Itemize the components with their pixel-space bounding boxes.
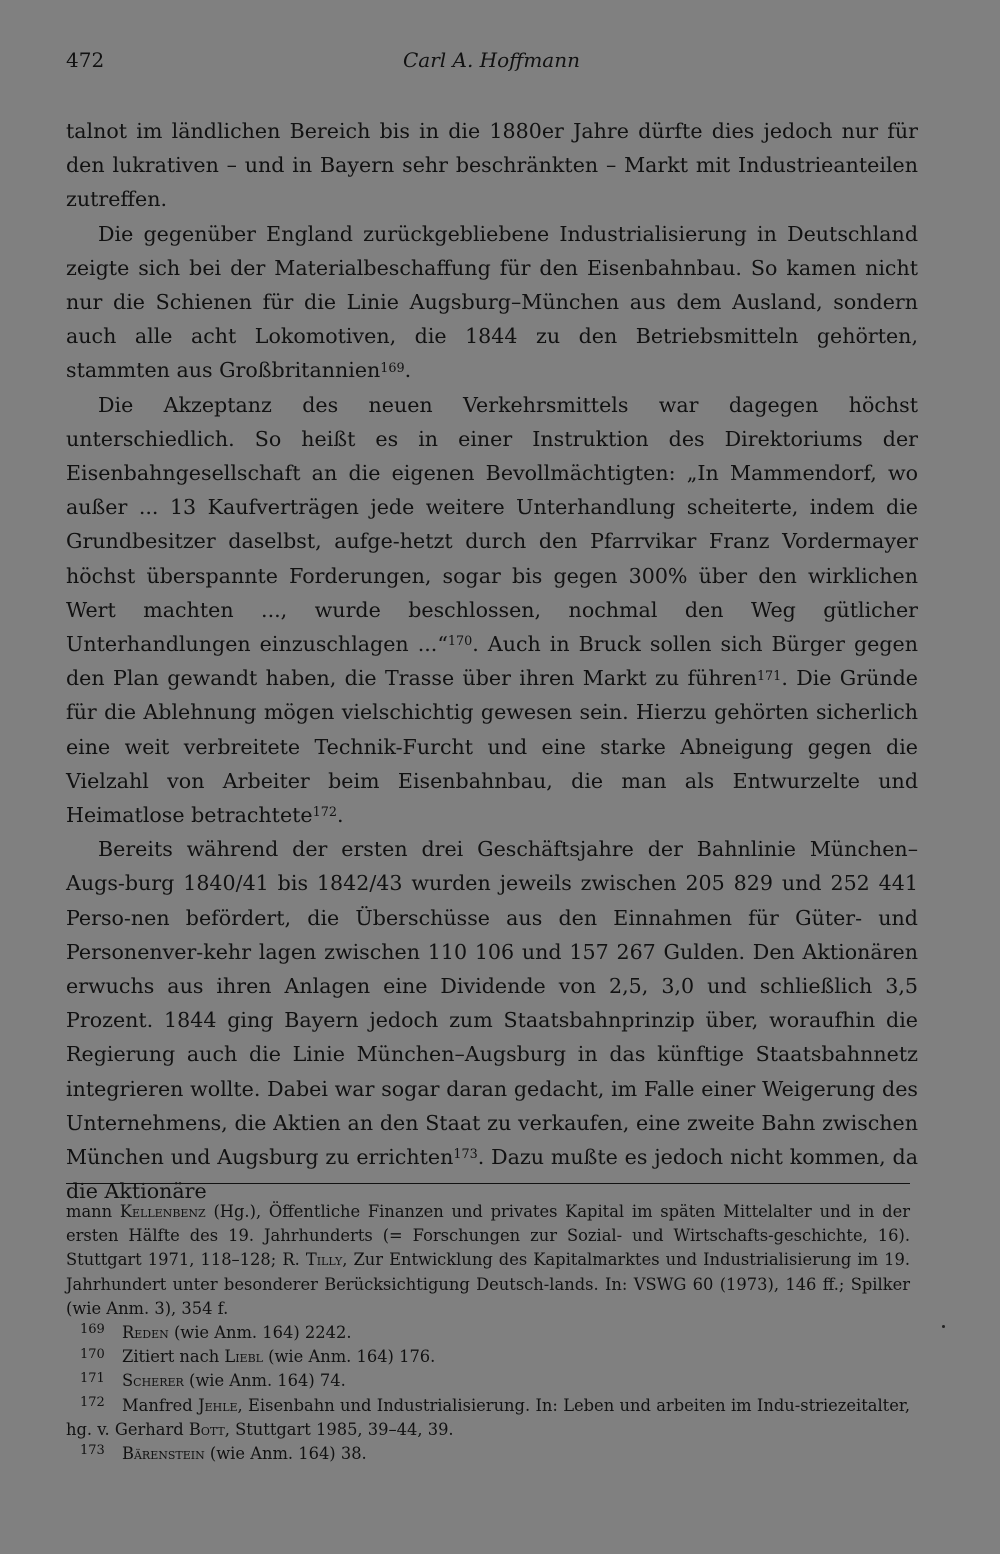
author-liebl: Liebl [224, 1347, 263, 1367]
author-tilly: Tilly [305, 1250, 343, 1270]
footnote-text: (wie Anm. 164) 176. [262, 1347, 436, 1367]
footnote-171 [66, 1369, 910, 1393]
footnote-text: Manfred [122, 1395, 199, 1415]
footnote-169 [66, 1321, 910, 1345]
footnote-173 [66, 1442, 910, 1466]
footnote-rule [66, 1183, 910, 1184]
running-title: Carl A. Hoffmann [402, 48, 580, 72]
footnote-cont-text-1: mann [66, 1202, 120, 1221]
footnote-170 [66, 1345, 910, 1369]
footnote-text: , Eisenbahn und Industrialisierung. In: Leben und arbeiten im Indu-striezeitalter, hg. v. Gerhard [66, 1395, 911, 1439]
footnote-number: 169 [80, 1322, 105, 1338]
editor-bott: Bott [188, 1419, 225, 1439]
paragraph-1: talnot im ländlichen Bereich bis in die 1880er Jahre dürfte dies jedoch nur für den lukrativen – und in Bayern sehr beschränkten – Markt mit Industrieanteilen zutreffen. [66, 119, 918, 212]
paragraph-3-text-a: Die Akzeptanz des neuen Verkehrsmittels war dagegen höchst unterschiedlich. So heißt es in einer Instruktion des Direktoriums der Eisenbahngesellschaft an die eigenen Bevollmächtigten: „In Mammendorf, wo außer ... 13 Kaufverträgen jede weitere Unterhandlung scheiterte, indem die Grundbesitzer daselbst, aufge-hetzt durch den Pfarrvikar Franz Vordermayer höchst überspannte Forderungen, sogar bis gegen 300% über den wirklichen Wert machten ..., wurde beschlossen, nochmal den Weg gütlicher Unterhandlungen einzuschlagen ...“ [66, 392, 918, 657]
paragraph-3-end: . [336, 803, 344, 828]
paragraph-4-text-b: . Dazu mußte es jedoch nicht kommen, da die Aktionäre [66, 1145, 918, 1204]
author-reden: Reden [122, 1323, 169, 1343]
author-baerenstein: Bärenstein [122, 1444, 205, 1464]
paragraph-2-text: Die gegenüber England zurückgebliebene Industrialisierung in Deutschland zeigte sich bei der Materialbeschaffung für den Eisenbahnbau. So kamen nicht nur die Schienen für die Linie Augsburg–München aus dem Ausland, sondern auch alle acht Lokomotiven, die 1844 zu den Betriebsmitteln gehörten, stammten aus Großbritannien [66, 221, 918, 383]
footnote-172 [66, 1394, 910, 1442]
author-kellenbenz: Kellenbenz [119, 1202, 206, 1221]
main-text [66, 114, 918, 1209]
page-header [66, 48, 917, 78]
footnote-continuation [66, 1200, 910, 1321]
scan-speck [942, 1325, 945, 1328]
author-jehle: Jehle [198, 1395, 238, 1415]
footnote-ref-173: 173 [453, 1147, 478, 1163]
footnote-text: , Stuttgart 1985, 39–44, 39. [224, 1419, 454, 1439]
author-scherer: Scherer [122, 1371, 184, 1391]
paragraph-3-text-c: . Die Gründe für die Ablehnung mögen vielschichtig gewesen sein. Hierzu gehörten sicherlich eine weit verbreitete Technik-Furcht und eine starke Abneigung gegen die Vielzahl von Arbeiter beim Eisenbahnbau, die man als Entwurzelte und Heimatlose betrachtete [66, 666, 918, 828]
paragraph-2-end: . [404, 358, 412, 383]
footnotes [66, 1200, 910, 1466]
footnote-cont-text-3: , Zur Entwicklung des Kapitalmarktes und Industrialisierung im 19. Jahrhundert unter besonderer Berücksichtigung Deutsch-lands. In: VSWG 60 (1973), 146 ff.; Spilker (wie Anm. 3), 354 f. [66, 1250, 910, 1318]
paragraph-2 [66, 217, 918, 388]
footnote-number: 173 [80, 1443, 105, 1459]
footnote-text: (wie Anm. 164) 74. [183, 1371, 346, 1391]
paragraph-4-text-a: Bereits während der ersten drei Geschäftsjahre der Bahnlinie München–Augs-burg 1840/41 bis 1842/43 wurden jeweils zwischen 205 829 und 252 441 Perso-nen befördert, die Überschüsse aus den Einnahmen für Güter- und Personenver-kehr lagen zwischen 110 106 und 157 267 Gulden. Den Aktionären erwuchs aus ihren Anlagen eine Dividende von 2,5, 3,0 und schließlich 3,5 Prozent. 1844 ging Bayern jedoch zum Staatsbahnprinzip über, woraufhin die Regierung auch die Linie München–Augsburg in das künftige Staatsbahnnetz integrieren wollte. Dabei war sogar daran gedacht, im Falle einer Weigerung des Unternehmens, die Aktien an den Staat zu verkaufen, eine zweite Bahn zwischen München und Augsburg zu errichten [66, 837, 918, 1170]
footnote-number: 171 [80, 1370, 105, 1386]
footnote-cont-text-2: (Hg.), Öffentliche Finanzen und privates Kapital im späten Mittelalter und in der ersten Hälfte des 19. Jahrhunderts (= Forschungen zur Sozial- und Wirtschafts-geschichte, 16). Stuttgart 1971, 118–128; R. [66, 1202, 910, 1270]
page-number: 472 [66, 48, 105, 72]
footnote-ref-170: 170 [447, 634, 473, 650]
paragraph-3 [66, 388, 918, 833]
paragraph-4 [66, 832, 918, 1208]
footnote-ref-169: 169 [380, 360, 405, 376]
footnote-ref-171: 171 [756, 668, 782, 684]
footnote-ref-172: 172 [312, 805, 337, 821]
footnote-text: Zitiert nach [122, 1347, 225, 1367]
footnote-number: 170 [80, 1346, 105, 1362]
footnote-text: (wie Anm. 164) 38. [204, 1444, 367, 1464]
footnote-number: 172 [80, 1395, 105, 1411]
footnote-text: (wie Anm. 164) 2242. [168, 1323, 352, 1343]
paragraph-3-text-b: . Auch in Bruck sollen sich Bürger gegen den Plan gewandt haben, die Trasse über ihren Markt zu führen [66, 632, 918, 691]
